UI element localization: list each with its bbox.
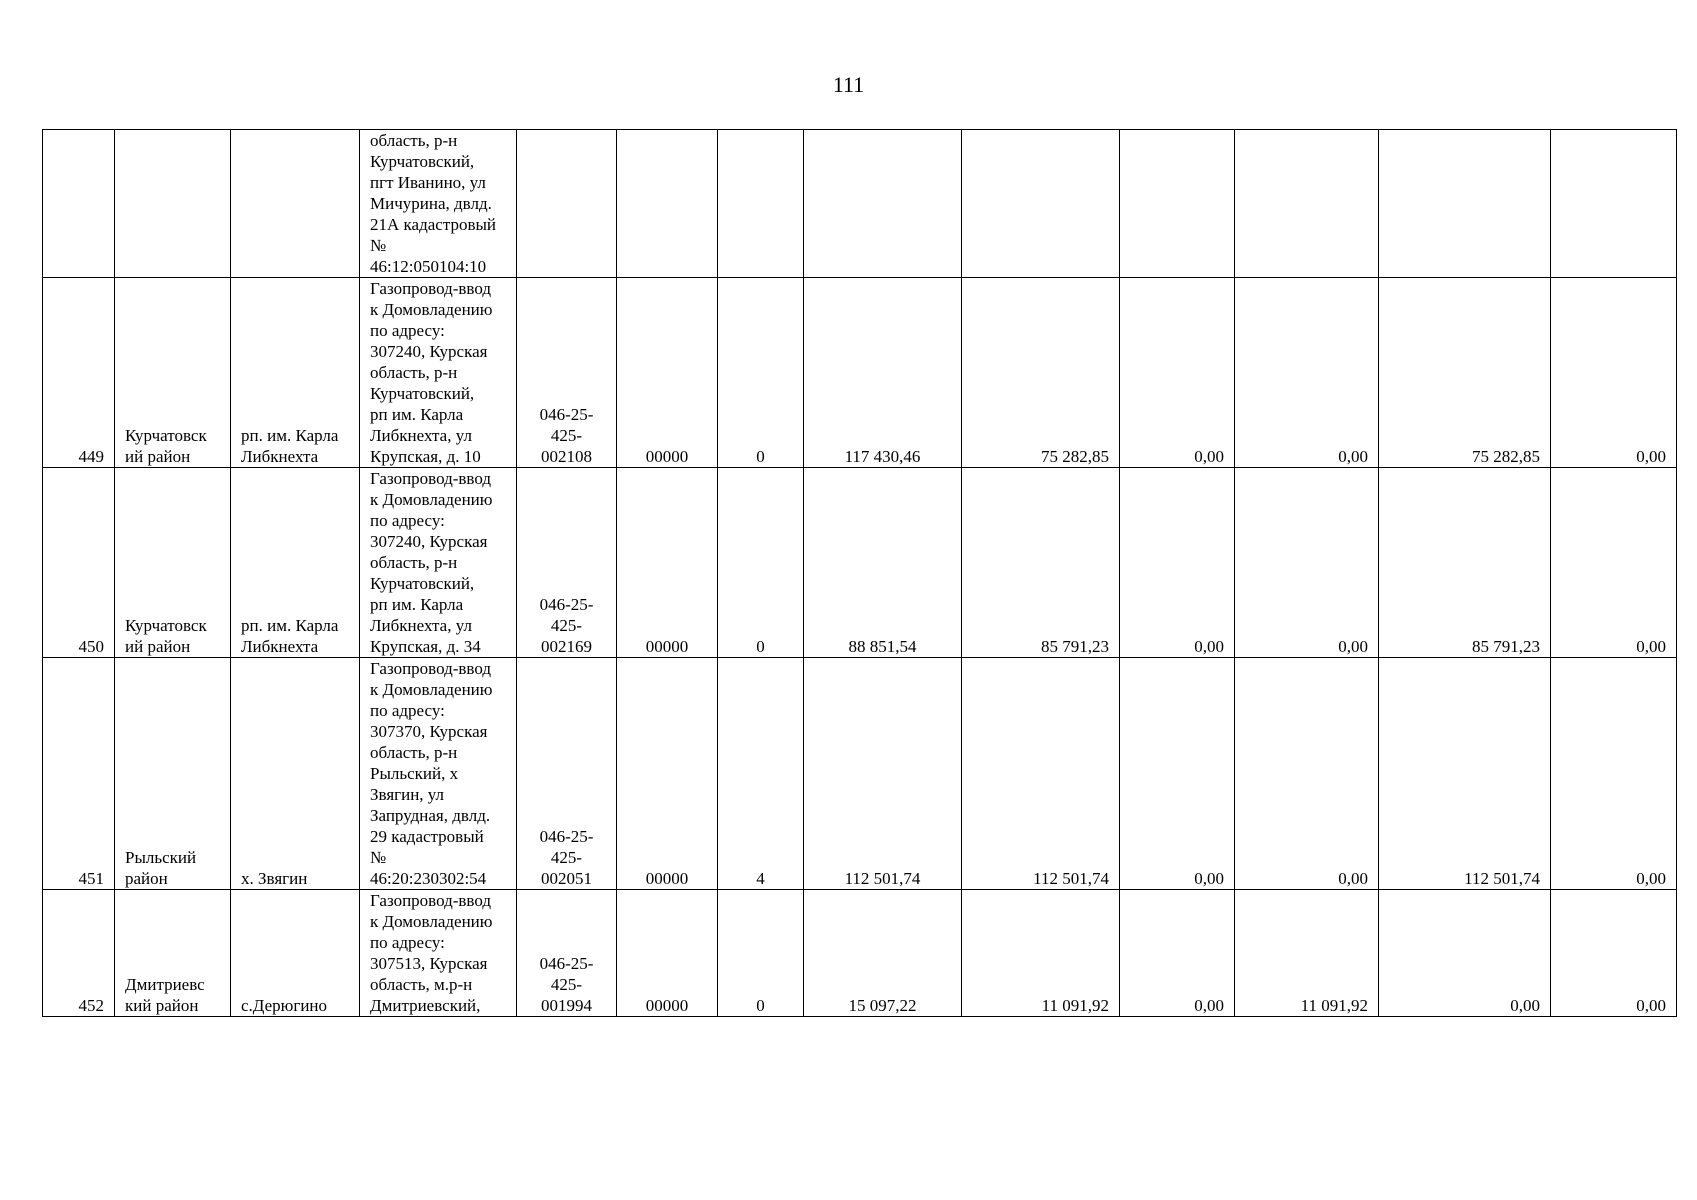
row-number: 452 (43, 890, 115, 1017)
address-line: 307513, Курская (370, 954, 488, 973)
col6-cell: 00000 (617, 890, 718, 1017)
address-line: 21А кадастровый (370, 215, 496, 234)
address-line: рп им. Карла (370, 595, 464, 614)
address-line: к Домовладению (370, 490, 493, 509)
code-cell (517, 658, 617, 890)
col9-cell: 112 501,74 (962, 658, 1120, 890)
table-row (43, 658, 1677, 890)
code-line: 046-25- (539, 954, 594, 973)
row-number (43, 130, 115, 278)
district-line: ий район (125, 637, 191, 656)
address-line: по адресу: (370, 701, 445, 720)
col12-cell: 0,00 (1379, 890, 1551, 1017)
address-line: Газопровод-ввод (370, 279, 491, 298)
address-line: Курчатовский, (370, 384, 475, 403)
address-line: по адресу: (370, 321, 445, 340)
address-line: Дмитриевский, (370, 996, 481, 1015)
col13-cell (1551, 130, 1677, 278)
locality-cell (231, 130, 360, 278)
address-line: 29 кадастровый (370, 827, 484, 846)
code-cell (517, 468, 617, 658)
register-table (42, 129, 1677, 1017)
code-line: 425- (550, 848, 583, 867)
col13-cell: 0,00 (1551, 468, 1677, 658)
col6-cell: 00000 (617, 658, 718, 890)
col10-cell: 0,00 (1120, 278, 1235, 468)
row-number: 450 (43, 468, 115, 658)
district-cell (115, 130, 231, 278)
locality-line: рп. им. Карла (241, 616, 339, 635)
code-line: 046-25- (539, 405, 594, 424)
address-line: Газопровод-ввод (370, 469, 491, 488)
address-line: по адресу: (370, 511, 445, 530)
col7-cell: 0 (718, 890, 804, 1017)
code-line: 046-25- (539, 595, 594, 614)
address-line: область, м.р-н (370, 975, 473, 994)
address-line: область, р-н (370, 363, 458, 382)
address-line: 307240, Курская (370, 342, 488, 361)
table-row (43, 468, 1677, 658)
col7-cell: 0 (718, 278, 804, 468)
col7-cell: 0 (718, 468, 804, 658)
address-line: Мичурина, двлд. (370, 194, 492, 213)
locality-line: с.Дерюгино (241, 996, 328, 1015)
address-line: Запрудная, двлд. (370, 806, 491, 825)
address-line: Газопровод-ввод (370, 891, 491, 910)
locality-cell (231, 658, 360, 890)
address-line: область, р-н (370, 743, 458, 762)
col11-cell: 0,00 (1235, 658, 1379, 890)
address-line: к Домовладению (370, 680, 493, 699)
col11-cell: 0,00 (1235, 278, 1379, 468)
address-line: по адресу: (370, 933, 445, 952)
code-line: 002169 (541, 637, 592, 656)
district-line: кий район (125, 996, 199, 1015)
code-line: 046-25- (539, 827, 594, 846)
address-line: № (370, 236, 387, 255)
code-cell (517, 130, 617, 278)
col10-cell: 0,00 (1120, 890, 1235, 1017)
col8-cell: 88 851,54 (804, 468, 962, 658)
col11-cell: 11 091,92 (1235, 890, 1379, 1017)
table-row (43, 278, 1677, 468)
col12-cell: 75 282,85 (1379, 278, 1551, 468)
district-line: Курчатовск (125, 616, 207, 635)
address-line: 307240, Курская (370, 532, 488, 551)
address-line: Крупская, д. 10 (370, 447, 481, 466)
col13-cell: 0,00 (1551, 658, 1677, 890)
col8-cell: 117 430,46 (804, 278, 962, 468)
district-cell (115, 890, 231, 1017)
address-line: пгт Иванино, ул (370, 173, 486, 192)
address-line: Либкнехта, ул (370, 426, 472, 445)
locality-cell (231, 890, 360, 1017)
col12-cell: 85 791,23 (1379, 468, 1551, 658)
col10-cell: 0,00 (1120, 468, 1235, 658)
address-cell (360, 278, 517, 468)
address-line: к Домовладению (370, 300, 493, 319)
col10-cell (1120, 130, 1235, 278)
code-cell (517, 278, 617, 468)
col12-cell: 112 501,74 (1379, 658, 1551, 890)
col10-cell: 0,00 (1120, 658, 1235, 890)
address-line: Курчатовский, (370, 574, 475, 593)
district-cell (115, 468, 231, 658)
district-line: Дмитриевс (125, 975, 205, 994)
code-line: 425- (550, 426, 583, 445)
col13-cell: 0,00 (1551, 278, 1677, 468)
address-line: 307370, Курская (370, 722, 488, 741)
page-number: 111 (832, 72, 865, 97)
col8-cell: 15 097,22 (804, 890, 962, 1017)
code-line: 425- (550, 616, 583, 635)
address-line: Крупская, д. 34 (370, 637, 481, 656)
locality-line: Либкнехта (241, 637, 319, 656)
col9-cell: 75 282,85 (962, 278, 1120, 468)
address-line: к Домовладению (370, 912, 493, 931)
address-line: Курчатовский, (370, 152, 475, 171)
locality-cell (231, 468, 360, 658)
district-cell (115, 658, 231, 890)
col13-cell: 0,00 (1551, 890, 1677, 1017)
locality-line: Либкнехта (241, 447, 319, 466)
col7-cell: 4 (718, 658, 804, 890)
col11-cell: 0,00 (1235, 468, 1379, 658)
address-line: Звягин, ул (370, 785, 445, 804)
district-cell (115, 278, 231, 468)
row-number: 451 (43, 658, 115, 890)
address-cell (360, 130, 517, 278)
address-line: Либкнехта, ул (370, 616, 472, 635)
address-line: 46:20:230302:54 (370, 869, 487, 888)
table-row (43, 130, 1677, 278)
locality-cell (231, 278, 360, 468)
district-line: ий район (125, 447, 191, 466)
address-line: Газопровод-ввод (370, 659, 491, 678)
code-line: 425- (550, 975, 583, 994)
address-cell (360, 658, 517, 890)
col9-cell (962, 130, 1120, 278)
locality-line: х. Звягин (241, 869, 308, 888)
row-number: 449 (43, 278, 115, 468)
col6-cell (617, 130, 718, 278)
address-line: 46:12:050104:10 (370, 257, 487, 276)
code-line: 002051 (541, 869, 592, 888)
col8-cell: 112 501,74 (804, 658, 962, 890)
col6-cell: 00000 (617, 468, 718, 658)
table-row (43, 890, 1677, 1017)
district-line: Рыльский (125, 848, 197, 867)
address-cell (360, 890, 517, 1017)
address-line: рп им. Карла (370, 405, 464, 424)
address-line: область, р-н (370, 553, 458, 572)
district-line: Курчатовск (125, 426, 207, 445)
address-line: область, р-н (370, 131, 458, 150)
col7-cell (718, 130, 804, 278)
col9-cell: 11 091,92 (962, 890, 1120, 1017)
locality-line: рп. им. Карла (241, 426, 339, 445)
col8-cell (804, 130, 962, 278)
district-line: район (125, 869, 168, 888)
col12-cell (1379, 130, 1551, 278)
address-cell (360, 468, 517, 658)
col6-cell: 00000 (617, 278, 718, 468)
address-line: Рыльский, х (370, 764, 459, 783)
col11-cell (1235, 130, 1379, 278)
col9-cell: 85 791,23 (962, 468, 1120, 658)
address-line: № (370, 848, 387, 867)
code-line: 001994 (541, 996, 592, 1015)
code-cell (517, 890, 617, 1017)
code-line: 002108 (541, 447, 592, 466)
